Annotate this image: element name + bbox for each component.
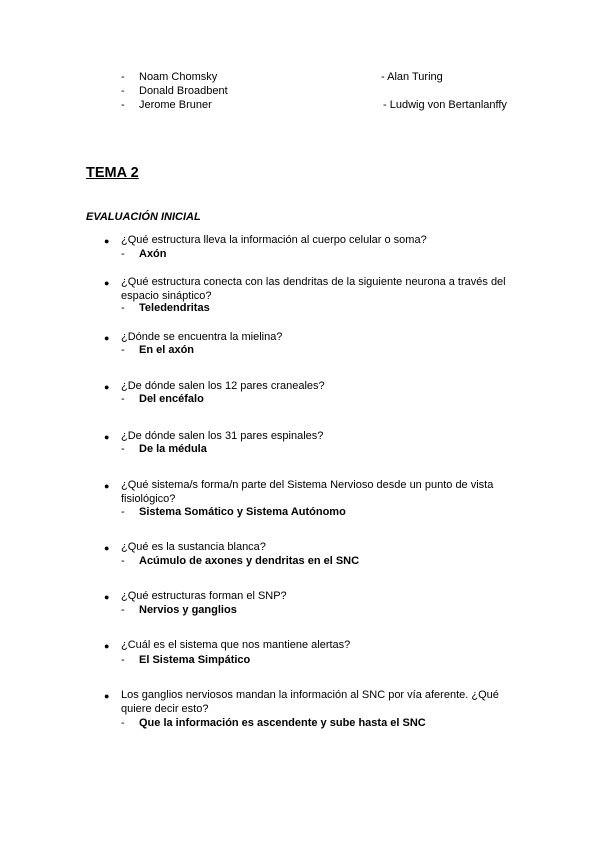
question-10-line-2: quiere decir esto? (121, 703, 209, 715)
author-broadbent: Donald Broadbent (139, 85, 228, 97)
question-6-line-2: fisiológico? (121, 493, 176, 505)
section-subtitle: EVALUACIÓN INICIAL (86, 211, 201, 223)
answer-dash: - (121, 506, 125, 518)
question-2-line-1: ¿Qué estructura conecta con las dendritas de la siguiente neurona a través del (121, 276, 506, 288)
answer-dash: - (121, 248, 125, 260)
list-dash: - (121, 71, 125, 83)
question-7: ¿Qué es la sustancia blanca? (121, 541, 266, 553)
answer-5: De la médula (139, 443, 207, 455)
question-3: ¿Dónde se encuentra la mielina? (121, 331, 283, 343)
question-10-line-1: Los ganglios nerviosos mandan la información al SNC por vía aferente. ¿Qué (121, 689, 499, 701)
answer-3: En el axón (139, 344, 195, 356)
bullet-icon: ● (104, 432, 110, 442)
list-dash: - (121, 99, 125, 111)
answer-dash: - (121, 443, 125, 455)
answer-1: Axón (139, 248, 167, 260)
bullet-icon: ● (104, 641, 110, 651)
author-turing: - Alan Turing (381, 71, 443, 83)
bullet-icon: ● (104, 481, 110, 491)
bullet-icon: ● (104, 543, 110, 553)
answer-dash: - (121, 604, 125, 616)
question-4: ¿De dónde salen los 12 pares craneales? (121, 380, 325, 392)
author-chomsky: Noam Chomsky (139, 71, 218, 83)
bullet-icon: ● (104, 592, 110, 602)
bullet-icon: ● (104, 691, 110, 701)
answer-6: Sistema Somático y Sistema Autónomo (139, 506, 346, 518)
answer-4: Del encéfalo (139, 393, 204, 405)
answer-dash: - (121, 654, 125, 666)
answer-8: Nervios y ganglios (139, 604, 237, 616)
author-bertalanffy: - Ludwig von Bertanlanffy (383, 99, 507, 111)
answer-10: Que la información es ascendente y sube hasta el SNC (139, 717, 426, 729)
answer-9: El Sistema Simpático (139, 654, 251, 666)
bullet-icon: ● (104, 236, 110, 246)
section-title: TEMA 2 (86, 165, 139, 181)
question-9: ¿Cuál es el sistema que nos mantiene alertas? (121, 639, 351, 651)
answer-dash: - (121, 393, 125, 405)
answer-7: Acúmulo de axones y dendritas en el SNC (139, 555, 360, 567)
answer-dash: - (121, 717, 125, 729)
question-2-line-2: espacio sináptico? (121, 290, 212, 302)
bullet-icon: ● (104, 333, 110, 343)
author-bruner: Jerome Bruner (139, 99, 212, 111)
question-5: ¿De dónde salen los 31 pares espinales? (121, 430, 324, 442)
list-dash: - (121, 85, 125, 97)
question-8: ¿Qué estructuras forman el SNP? (121, 590, 287, 602)
answer-dash: - (121, 555, 125, 567)
bullet-icon: ● (104, 382, 110, 392)
question-1: ¿Qué estructura lleva la información al cuerpo celular o soma? (121, 234, 427, 246)
answer-dash: - (121, 302, 125, 314)
bullet-icon: ● (104, 278, 110, 288)
answer-2: Teledendritas (139, 302, 210, 314)
answer-dash: - (121, 344, 125, 356)
question-6-line-1: ¿Qué sistema/s forma/n parte del Sistema Nervioso desde un punto de vista (121, 479, 494, 491)
